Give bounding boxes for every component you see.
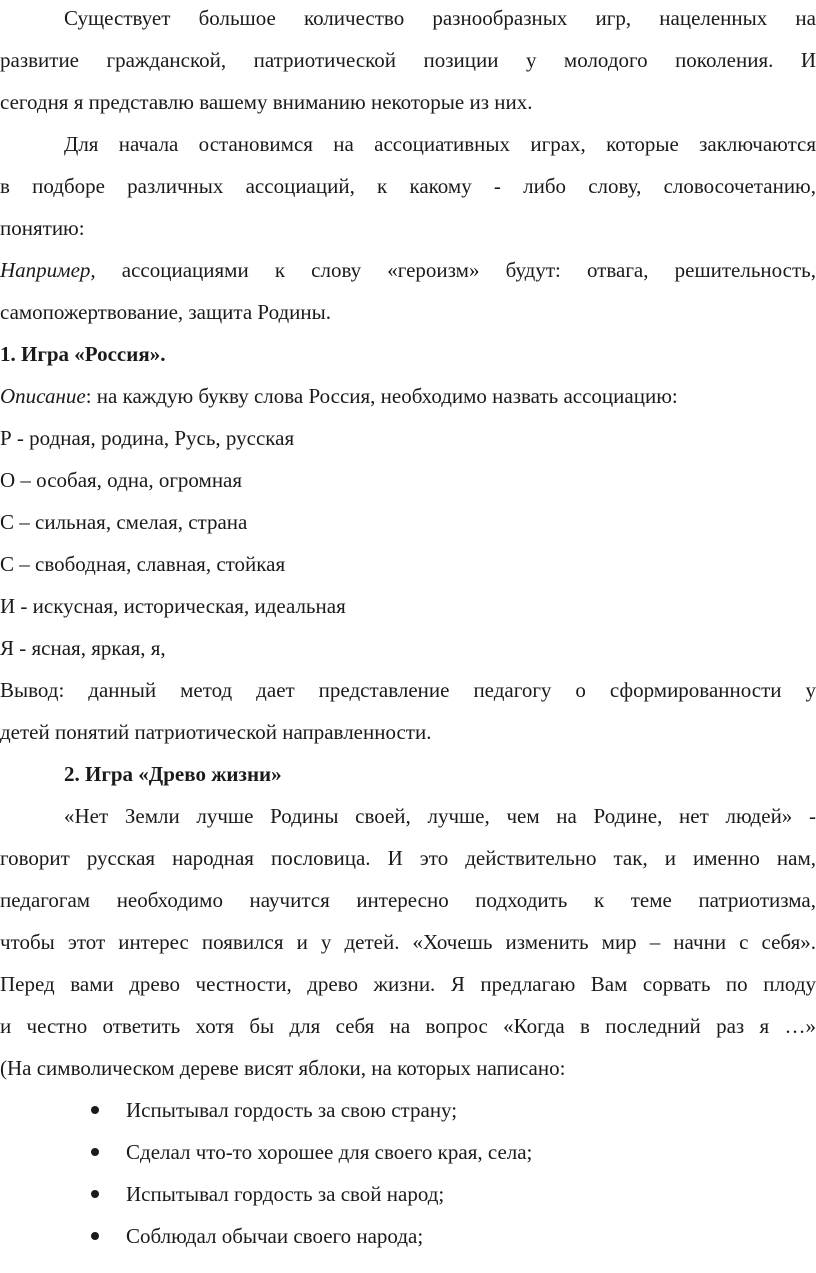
bullet-dot-icon <box>91 1106 99 1114</box>
letter-line: О – особая, одна, огромная <box>0 468 243 492</box>
bullet-dot-icon <box>91 1232 99 1240</box>
conclusion-line-2: детей понятий патриотической направленности. <box>0 720 432 744</box>
example-line-1 <box>0 256 816 284</box>
game2-line-3: педагогам необходимо научится интересно подходить к теме патриотизма, <box>0 888 816 912</box>
game2-heading: 2. Игра «Древо жизни» <box>64 762 282 786</box>
bullet-dot-icon <box>91 1148 99 1156</box>
intro-line-2: развитие гражданской, патриотической позиции у молодого поколения. И <box>0 48 816 72</box>
letter-line: Я - ясная, яркая, я, <box>0 636 166 660</box>
letter-line: Р - родная, родина, Русь, русская <box>0 426 295 450</box>
bullet-dot-icon <box>91 1190 99 1198</box>
list-item: Испытывал гордость за свою страну; <box>126 1098 458 1122</box>
game2-line-5: Перед вами древо честности, древо жизни. Я предлагаю Вам сорвать по плоду <box>0 972 816 996</box>
list-item: Соблюдал обычаи своего народа; <box>126 1224 424 1248</box>
game2-line-6: и честно ответить хотя бы для себя на вопрос «Когда в последний раз я …» <box>0 1014 816 1038</box>
associative-line-3: понятию: <box>0 216 85 240</box>
letter-line: С – свободная, славная, стойкая <box>0 552 286 576</box>
letter-line: И - искусная, историческая, идеальная <box>0 594 346 618</box>
game2-line-7: (На символическом дереве висят яблоки, на которых написано: <box>0 1056 566 1080</box>
game2-line-2: говорит русская народная пословица. И это действительно так, и именно нам, <box>0 846 816 870</box>
game2-line-4: чтобы этот интерес появился и у детей. «Хочешь изменить мир – начни с себя». <box>0 930 816 954</box>
example-text: ассоциациями к слову «героизм» будут: отвага, решительность, <box>95 258 816 282</box>
associative-line-2: в подборе различных ассоциаций, к какому - либо слову, словосочетанию, <box>0 174 816 198</box>
example-line-2: самопожертвование, защита Родины. <box>0 300 331 324</box>
example-label: Например, <box>0 258 96 282</box>
game2-line-1: «Нет Земли лучше Родины своей, лучше, чем на Родине, нет людей» - <box>64 804 816 828</box>
list-item: Сделал что-то хорошее для своего края, села; <box>126 1140 533 1164</box>
intro-line-1: Существует большое количество разнообразных игр, нацеленных на <box>64 6 816 30</box>
description-text: : на каждую букву слова Россия, необходимо назвать ассоциацию: <box>85 384 678 408</box>
intro-line-3: сегодня я представлю вашему вниманию некоторые из них. <box>0 90 533 114</box>
associative-line-1: Для начала остановимся на ассоциативных играх, которые заключаются <box>64 132 816 156</box>
game1-heading: 1. Игра «Россия». <box>0 342 166 366</box>
letter-line: С – сильная, смелая, страна <box>0 510 248 534</box>
list-item: Испытывал гордость за свой народ; <box>126 1182 445 1206</box>
conclusion-line-1: Вывод: данный метод дает представление педагогу о сформированности у <box>0 678 816 702</box>
description-label: Описание <box>0 384 86 408</box>
game1-description <box>0 382 816 410</box>
